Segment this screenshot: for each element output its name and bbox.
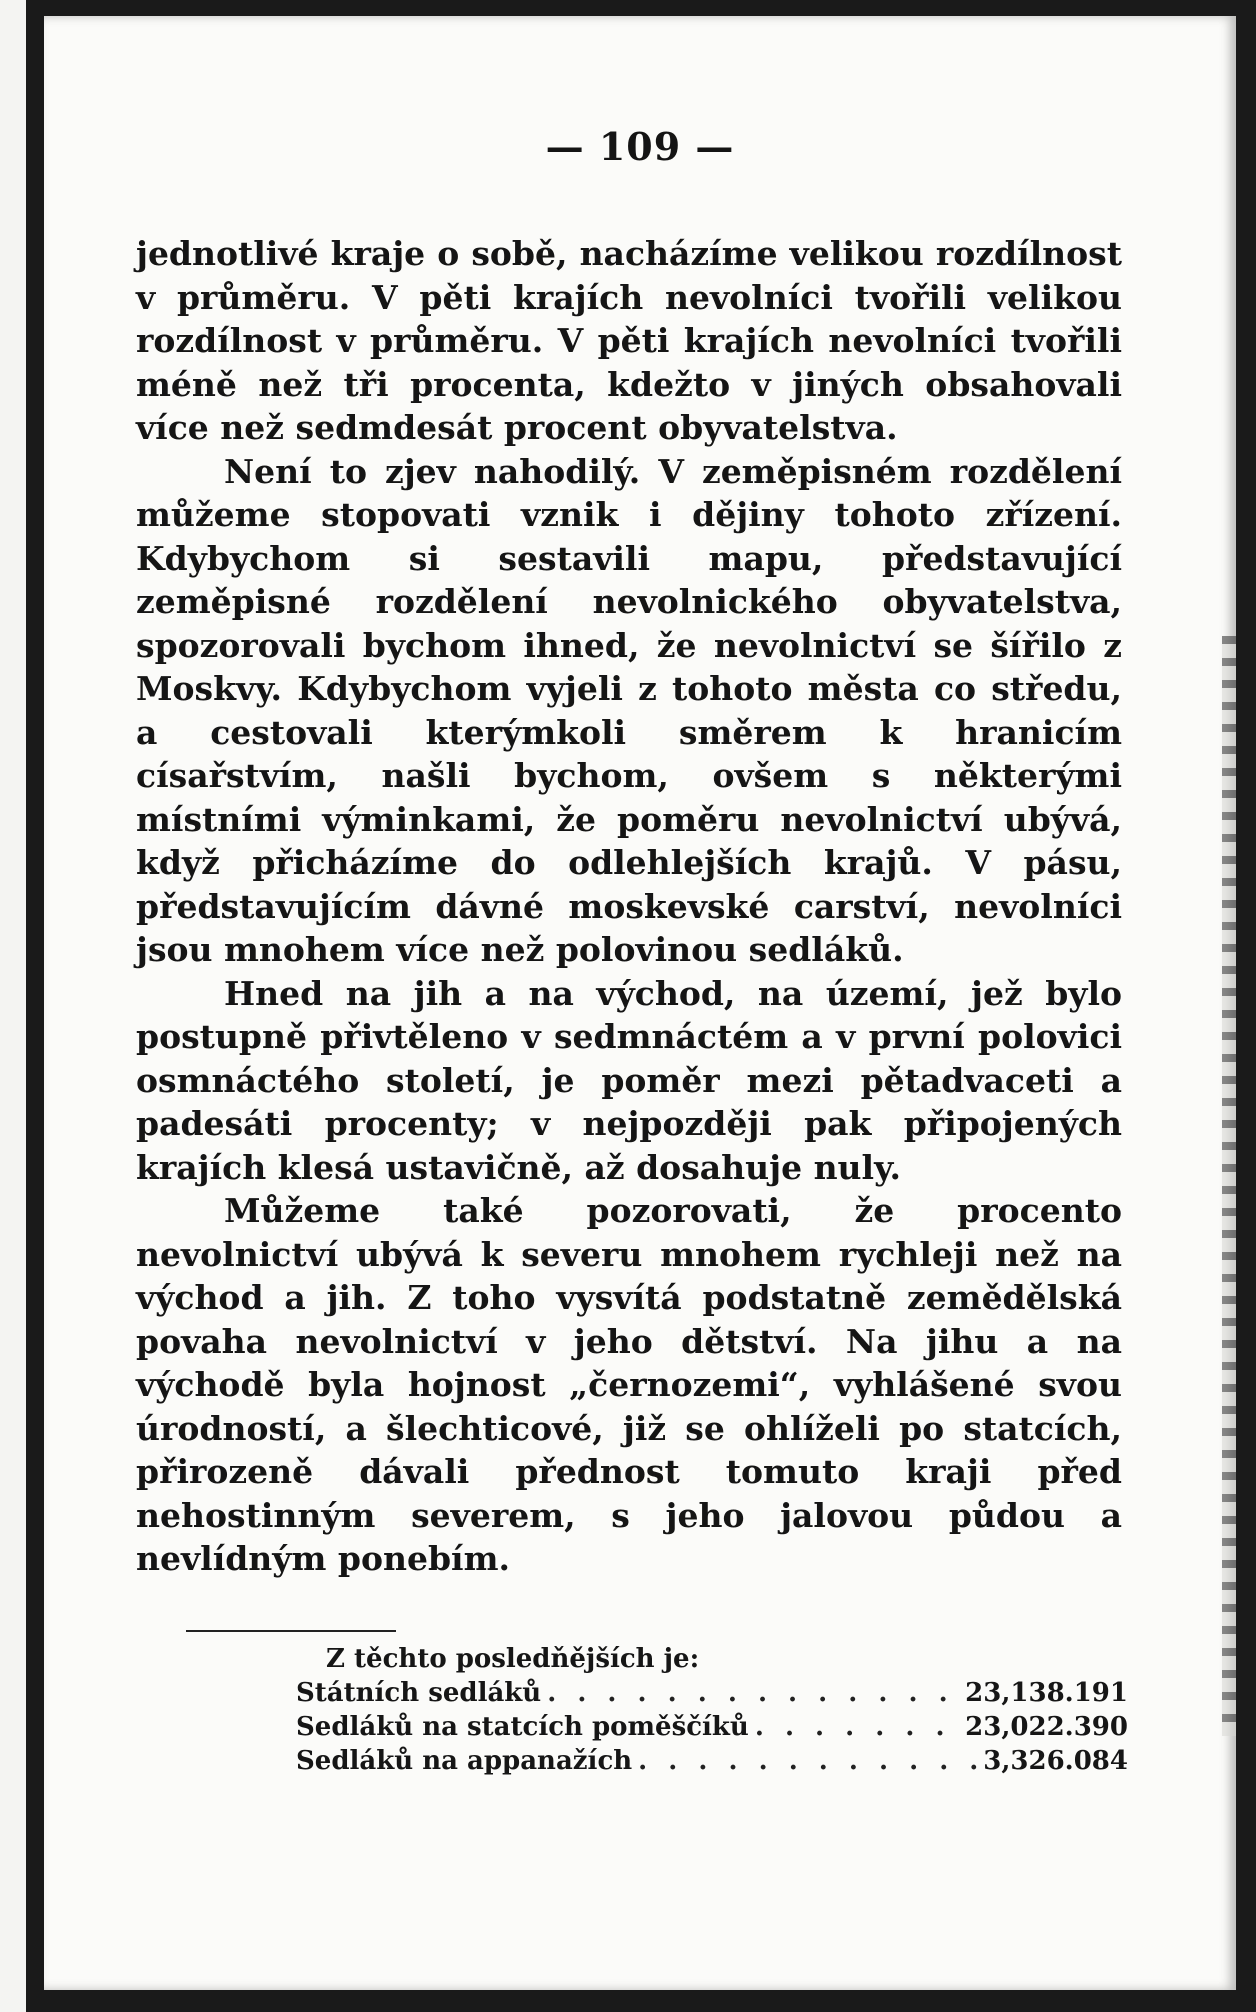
footnote-row <box>296 1710 1128 1744</box>
leader-dots <box>638 1744 977 1778</box>
footnote <box>296 1642 1128 1778</box>
footnote-row <box>296 1676 1128 1710</box>
body-text <box>136 232 1122 1581</box>
footnote-row <box>296 1744 1128 1778</box>
paragraph-1: jednotlivé kraje o sobě, nacházíme velikou rozdílnost v průměru. V pěti krajích nevolníci tvořili velikou rozdílnost v průměru. V pěti krajích nevolníci tvořili méně než tři procenta, kdežto v jiných obsahovali více než sedmdesát procent obyvatelstva. <box>136 234 1122 447</box>
footnote-row-label: Sedláků na statcích poměščíků <box>296 1712 749 1742</box>
footnote-row-value: 23,022.390 <box>965 1712 1128 1742</box>
page-edge-shadow <box>1222 636 1236 1736</box>
footnote-row-value: 3,326.084 <box>983 1746 1128 1776</box>
footnote-divider <box>186 1630 396 1632</box>
footnote-row-label: Sedláků na appanažích <box>296 1746 633 1776</box>
page-number: — 109 — <box>545 124 735 169</box>
book-page <box>44 16 1236 1990</box>
footnote-heading: Z těchto posledňějších je: <box>326 1644 700 1674</box>
footnote-row-label: Státních sedláků <box>296 1678 542 1708</box>
leader-dots <box>547 1676 959 1710</box>
facing-page-edge <box>0 0 26 2012</box>
paragraph-3: Hned na jih a na východ, na území, jež bylo postupně přivtěleno v sedmnáctém a v první polovici osmnáctého století, je poměr mezi pětadvaceti a padesáti procenty; v nejpozději pak připojených krajích klesá ustavičně, až dosahuje nuly. <box>136 973 1122 1187</box>
paragraph-4: Můžeme také pozorovati, že procento nevolnictví ubývá k severu mnohem rychleji než na východ a jih. Z toho vysvítá podstatně zemědělská povaha nevolnictví v jeho dětství. Na jihu a na východě byla hojnost „černozemi“, vyhlášené svou úrodností, a šlechticové, již se ohlíželi po statcích, přirozeně dávali přednost tomuto kraji před nehostinným severem, s jeho jalovou půdou a nevlídným ponebím. <box>136 1191 1122 1578</box>
paragraph-2: Není to zjev nahodilý. V zeměpisném rozdělení můžeme stopovati vznik i dějiny tohoto zřízení. Kdybychom si sestavili mapu, představující zeměpisné rozdělení nevolnického obyvatelstva, spozorovali bychom ihned, že nevolnictví se šířilo z Moskvy. Kdybychom vyjeli z tohoto města co středu, a cestovali kterýmkoli směrem k hranicím císařstvím, našli bychom, ovšem s některými místními výminkami, že poměru nevolnictví ubývá, když přicházíme do odlehlejších krajů. V pásu, představujícím dávné moskevské carství, nevolníci jsou mnohem více než polovinou sedláků. <box>136 451 1122 969</box>
footnote-row-value: 23,138.191 <box>965 1678 1128 1708</box>
leader-dots <box>755 1710 959 1744</box>
